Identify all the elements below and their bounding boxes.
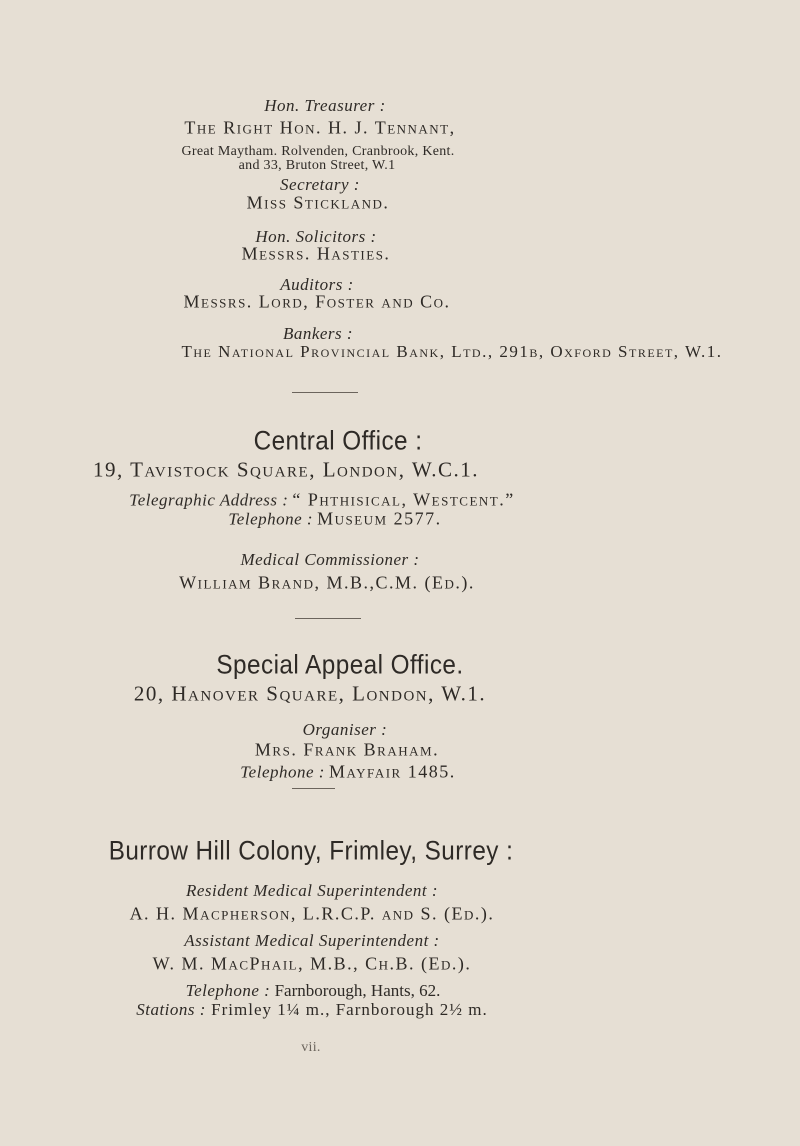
resident-name: A. H. Macpherson, L.R.C.P. and S. (Ed.). <box>129 903 495 924</box>
stations-label: Stations : <box>136 1000 206 1019</box>
solicitors-label: Hon. Solicitors : <box>255 227 377 246</box>
telephone-label: Telephone : <box>228 509 314 529</box>
telephone-value: Farnborough, Hants, 62. <box>274 981 441 1000</box>
secretary-name: Miss Stickland. <box>246 192 390 213</box>
commissioner-name: William Brand, M.B.,C.M. (Ed.). <box>179 572 475 593</box>
appeal-telephone <box>240 762 455 783</box>
treasurer-address-1: Great Maytham. Rolvenden, Cranbrook, Kent. <box>181 144 455 159</box>
colony-heading: Burrow Hill Colony, Frimley, Surrey : <box>108 835 514 866</box>
central-office-heading: Central Office : <box>253 425 423 456</box>
divider <box>292 392 358 393</box>
page-number: vii. <box>301 1040 321 1055</box>
auditors-label: Auditors : <box>280 275 354 294</box>
divider <box>292 788 335 789</box>
telegraphic-label: Telegraphic Address : <box>129 490 289 510</box>
telephone-value: Museum 2577. <box>317 508 442 529</box>
assistant-name: W. M. MacPhail, M.B., Ch.B. (Ed.). <box>152 953 472 974</box>
solicitors-name: Messrs. Hasties. <box>241 243 391 264</box>
secretary-label: Secretary : <box>280 175 360 194</box>
telephone-label: Telephone : <box>240 762 325 782</box>
treasurer-label: Hon. Treasurer : <box>264 96 386 115</box>
telephone-value: Mayfair 1485. <box>328 761 456 782</box>
treasurer-address-2: and 33, Bruton Street, W.1 <box>238 158 396 173</box>
organiser-label: Organiser : <box>302 720 388 739</box>
treasurer-name: The Right Hon. H. J. Tennant, <box>184 117 456 138</box>
assistant-label: Assistant Medical Superintendent : <box>184 931 440 950</box>
telegraphic-address <box>129 490 514 511</box>
telephone-label: Telephone : <box>185 981 271 1000</box>
organiser-name: Mrs. Frank Braham. <box>254 739 440 760</box>
colony-stations <box>136 1000 488 1020</box>
appeal-office-address: 20, Hanover Square, London, W.1. <box>133 681 487 706</box>
bankers-label: Bankers : <box>282 324 354 343</box>
telegraphic-value: “ Phthisical, Westcent.” <box>292 489 515 510</box>
bankers-name: The National Provincial Bank, Ltd., 291b, Oxford Street, W.1. <box>181 342 723 361</box>
divider <box>295 618 361 619</box>
central-telephone <box>228 509 441 530</box>
resident-label: Resident Medical Superintendent : <box>185 881 439 900</box>
stations-value: Frimley 1¼ m., Farnborough 2½ m. <box>211 1000 488 1019</box>
colony-telephone <box>186 981 441 1001</box>
central-office-address: 19, Tavistock Square, London, W.C.1. <box>93 457 479 482</box>
commissioner-label: Medical Commissioner : <box>240 550 420 569</box>
auditors-name: Messrs. Lord, Foster and Co. <box>183 291 451 312</box>
appeal-office-heading: Special Appeal Office. <box>216 649 464 680</box>
